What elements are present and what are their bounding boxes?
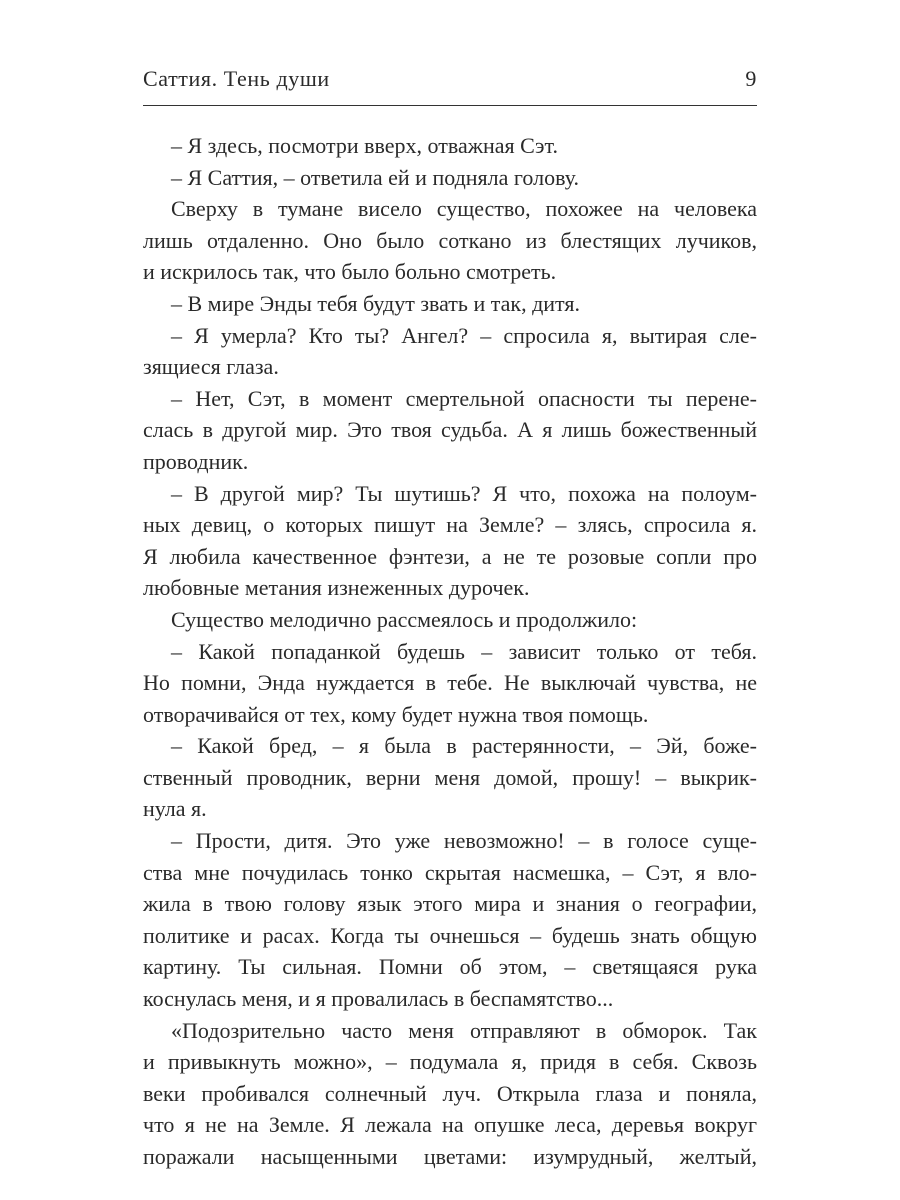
text-line: и искрилось так, что было больно смотреть. [143,259,557,285]
text-line: зящиеся глаза. [143,354,279,380]
text-line: – Какой попаданкой будешь – зависит только от тебя. [171,638,757,664]
text-line: Я любила качественное фэнтези, а не те розовые сопли про [143,543,757,569]
text-line: ственный проводник, верни меня домой, прошу! – выкрик- [143,764,757,790]
header-divider [143,105,757,106]
text-line: нула я. [143,796,207,822]
text-line: жила в твою голову язык этого мира и знания о географии, [143,891,757,917]
book-title: Саттия. Тень души [143,66,330,91]
text-line: – Какой бред, – я была в растерянности, – Эй, боже- [171,733,757,759]
text-line: политике и расах. Когда ты очнешься – будешь знать общую [143,922,757,948]
text-line: коснулась меня, и я провалилась в беспамятство... [143,986,614,1012]
text-line: любовные метания изнеженных дурочек. [143,575,530,601]
text-line: отворачивайся от тех, кому будет нужна твоя помощь. [143,701,649,727]
text-line: Сверху в тумане висело существо, похожее на человека [171,196,757,222]
text-line: – Я Саттия, – ответила ей и подняла голову. [171,164,580,190]
text-line: веки пробивался солнечный луч. Открыла глаза и поняла, [143,1080,757,1106]
text-line: Существо мелодично рассмеялось и продолжило: [171,606,638,632]
text-line: поражали насыщенными цветами: изумрудный, желтый, [143,1144,757,1169]
text-line: – Я здесь, посмотри вверх, отважная Сэт. [171,133,558,158]
text-line: «Подозрительно часто меня отправляют в обморок. Так [171,1017,757,1043]
page-body [143,130,757,1173]
text-line: слась в другой мир. Это твоя судьба. А я лишь божественный [143,417,757,443]
text-line: что я не на Земле. Я лежала на опушке леса, деревья вокруг [143,1112,757,1138]
text-line: – Нет, Сэт, в момент смертельной опасности ты перене- [171,385,757,411]
text-line: лишь отдаленно. Оно было соткано из блестящих лучиков, [143,227,757,253]
text-line: – Прости, дитя. Это уже невозможно! – в голосе суще- [171,828,757,854]
text-line: ных девиц, о которых пишут на Земле? – злясь, спросила я. [143,512,757,538]
page-number: 9 [745,66,757,91]
text-line: Но помни, Энда нуждается в тебе. Не выключай чувства, не [143,670,757,696]
running-header [143,66,757,96]
text-line: – Я умерла? Кто ты? Ангел? – спросила я, вытирая сле- [171,322,757,348]
text-line: картину. Ты сильная. Помни об этом, – светящаяся рука [143,954,757,980]
text-line: ства мне почудилась тонко скрытая насмешка, – Сэт, я вло- [143,859,757,885]
text-line: проводник. [143,448,249,474]
text-line: и привыкнуть можно», – подумала я, придя в себя. Сквозь [143,1049,757,1075]
text-line: – В другой мир? Ты шутишь? Я что, похожа на полоум- [171,480,757,506]
text-line: – В мире Энды тебя будут звать и так, дитя. [171,290,580,316]
